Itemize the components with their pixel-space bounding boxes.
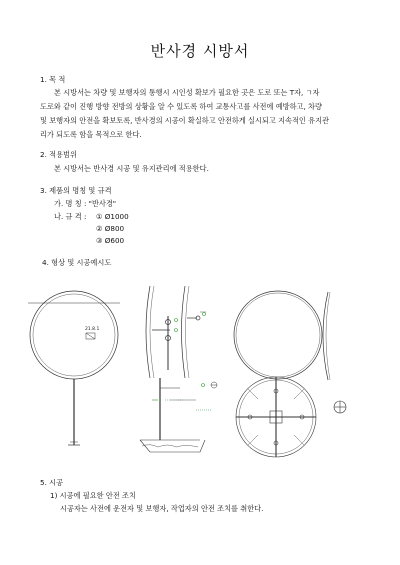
section-1-line: 리가 되도록 함을 목적으로 한다. [40, 130, 142, 139]
section-2-heading: 2. 적용범위 [40, 150, 77, 159]
section-2-body: 본 시방서는 반사경 시공 및 유지관리에 적용한다. [54, 164, 209, 173]
section-3-heading: 3. 제품의 명칭 및 규격 [40, 186, 112, 195]
section-1-line: 도로와 같이 진행 방향 전방의 상황을 알 수 있도록 하여 교통사고를 사전에 예방하고, 차량 [40, 102, 322, 111]
size-option: ① Ø1000 [96, 212, 129, 221]
page-title: 반사경 시방서 [150, 42, 250, 60]
profile-view-drawing [323, 292, 330, 380]
size-option: ③ Ø600 [96, 236, 125, 245]
mirror-label: 21.8.1 [85, 327, 100, 332]
side-view-drawing [146, 286, 206, 378]
size-label: 나. 규 격 : [54, 212, 87, 221]
section-1-line: 및 보행자의 안전을 확보토록, 반사경의 시공이 확실하고 안전하게 실시되고 지속적인 유지관 [40, 116, 329, 125]
front-view-drawing [28, 291, 120, 445]
section-4-heading: 4. 형상 및 시공예시도 [42, 258, 112, 267]
size-option: ② Ø800 [96, 224, 125, 233]
section-5-subheading: 1) 시공에 필요한 안전 조치 [50, 491, 136, 500]
mounting-plate-drawing [236, 377, 316, 457]
section-5-body: 시공자는 사전에 운전자 및 보행자, 작업자의 안전 조치를 취한다. [60, 504, 264, 513]
product-name: 가. 명 칭 : "반사경" [54, 199, 117, 208]
detail-bolt-drawing [334, 401, 346, 413]
back-view-drawing [234, 291, 322, 379]
section-5-heading: 5. 시공 [40, 478, 64, 487]
section-1-line: 본 시방서는 차량 및 보행자의 통행시 시인성 확보가 필요한 곳은 도로 또는 T자, ㄱ자 [54, 88, 320, 97]
foundation-drawing [140, 378, 205, 452]
section-1-heading: 1. 목 적 [40, 75, 66, 84]
